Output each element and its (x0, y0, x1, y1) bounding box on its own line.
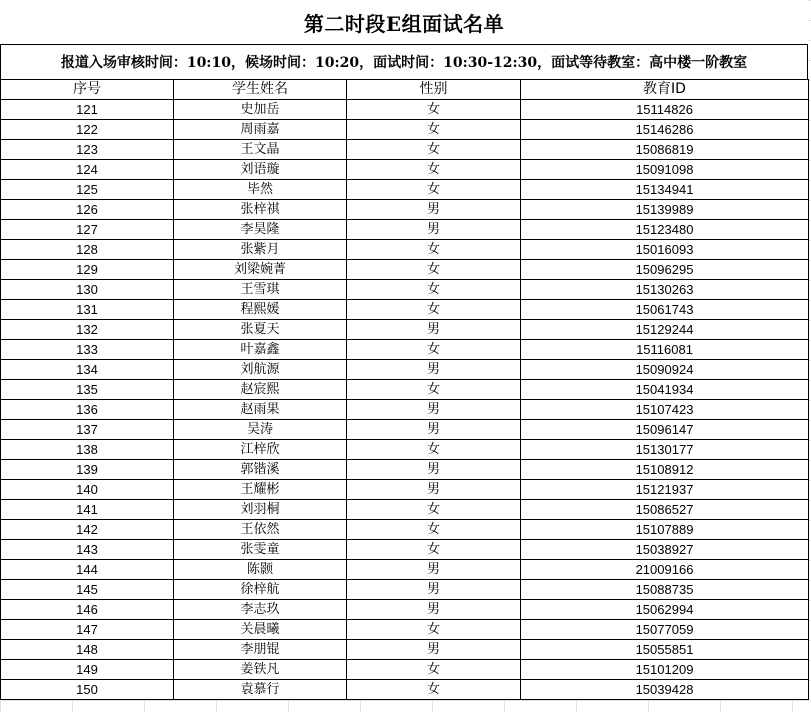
gender-cell: 男 (347, 640, 521, 660)
student-name-cell: 姜铁凡 (174, 660, 347, 680)
student-name-cell: 关晨曦 (174, 620, 347, 640)
education-id-cell: 15116081 (521, 340, 809, 360)
education-id-cell: 15038927 (521, 540, 809, 560)
row-number-cell: 135 (1, 380, 174, 400)
student-name-cell: 王依然 (174, 520, 347, 540)
row-number-cell: 140 (1, 480, 174, 500)
gender-cell: 男 (347, 580, 521, 600)
row-number-cell: 128 (1, 240, 174, 260)
table-row (1, 140, 809, 160)
education-id-cell: 21009166 (521, 560, 809, 580)
table-row (1, 640, 809, 660)
table-row (1, 400, 809, 420)
gender-cell: 女 (347, 280, 521, 300)
row-number-cell: 125 (1, 180, 174, 200)
student-name-cell: 刘梁婉菁 (174, 260, 347, 280)
schedule-info: 报道入场审核时间：10:10，候场时间：10:20，面试时间：10:30-12:30，面试等待教室：高中楼一阶教室 (0, 44, 808, 79)
education-id-cell: 15107423 (521, 400, 809, 420)
row-number-cell: 148 (1, 640, 174, 660)
table-row (1, 440, 809, 460)
education-id-cell: 15101209 (521, 660, 809, 680)
education-id-cell: 15129244 (521, 320, 809, 340)
gender-cell: 女 (347, 620, 521, 640)
education-id-cell: 15107889 (521, 520, 809, 540)
row-number-cell: 137 (1, 420, 174, 440)
gender-cell: 女 (347, 440, 521, 460)
table-row (1, 600, 809, 620)
student-name-cell: 李昊隆 (174, 220, 347, 240)
gender-cell: 女 (347, 520, 521, 540)
gender-cell: 女 (347, 660, 521, 680)
student-name-cell: 张紫月 (174, 240, 347, 260)
table-row (1, 680, 809, 700)
row-number-cell: 134 (1, 360, 174, 380)
student-name-cell: 刘羽桐 (174, 500, 347, 520)
student-name-cell: 张雯童 (174, 540, 347, 560)
row-number-cell: 145 (1, 580, 174, 600)
education-id-cell: 15134941 (521, 180, 809, 200)
row-number-cell: 149 (1, 660, 174, 680)
gender-cell: 女 (347, 120, 521, 140)
education-id-cell: 15096147 (521, 420, 809, 440)
education-id-cell: 15096295 (521, 260, 809, 280)
row-number-cell: 123 (1, 140, 174, 160)
gender-cell: 男 (347, 560, 521, 580)
table-row (1, 540, 809, 560)
row-number-cell: 129 (1, 260, 174, 280)
gender-cell: 女 (347, 500, 521, 520)
row-number-cell: 126 (1, 200, 174, 220)
education-id-cell: 15130177 (521, 440, 809, 460)
row-number-cell: 143 (1, 540, 174, 560)
row-number-cell: 131 (1, 300, 174, 320)
student-name-cell: 李朋锟 (174, 640, 347, 660)
gender-cell: 女 (347, 140, 521, 160)
student-name-cell: 周雨嘉 (174, 120, 347, 140)
gender-cell: 男 (347, 200, 521, 220)
education-id-cell: 15016093 (521, 240, 809, 260)
column-header-education-id: 教育ID (521, 80, 809, 100)
education-id-cell: 15114826 (521, 100, 809, 120)
table-row (1, 360, 809, 380)
student-name-cell: 赵雨果 (174, 400, 347, 420)
row-number-cell: 150 (1, 680, 174, 700)
gender-cell: 女 (347, 100, 521, 120)
table-row (1, 160, 809, 180)
student-name-cell: 王文晶 (174, 140, 347, 160)
table-row (1, 520, 809, 540)
student-name-cell: 史加岳 (174, 100, 347, 120)
column-header-name: 学生姓名 (174, 80, 347, 100)
row-number-cell: 146 (1, 600, 174, 620)
gender-cell: 女 (347, 160, 521, 180)
education-id-cell: 15121937 (521, 480, 809, 500)
table-row (1, 300, 809, 320)
row-number-cell: 121 (1, 100, 174, 120)
student-name-cell: 李志玖 (174, 600, 347, 620)
student-name-cell: 王耀彬 (174, 480, 347, 500)
education-id-cell: 15146286 (521, 120, 809, 140)
student-name-cell: 王雪琪 (174, 280, 347, 300)
student-name-cell: 徐梓航 (174, 580, 347, 600)
student-name-cell: 刘语璇 (174, 160, 347, 180)
gender-cell: 女 (347, 300, 521, 320)
gender-cell: 男 (347, 420, 521, 440)
table-row (1, 120, 809, 140)
education-id-cell: 15062994 (521, 600, 809, 620)
education-id-cell: 15086527 (521, 500, 809, 520)
table-row (1, 280, 809, 300)
gender-cell: 女 (347, 680, 521, 700)
gender-cell: 男 (347, 600, 521, 620)
gender-cell: 男 (347, 360, 521, 380)
education-id-cell: 15077059 (521, 620, 809, 640)
table-row (1, 660, 809, 680)
gender-cell: 男 (347, 220, 521, 240)
row-number-cell: 138 (1, 440, 174, 460)
interview-list-table (0, 79, 809, 700)
education-id-cell: 15061743 (521, 300, 809, 320)
education-id-cell: 15130263 (521, 280, 809, 300)
table-row (1, 380, 809, 400)
table-row (1, 480, 809, 500)
student-name-cell: 袁慕行 (174, 680, 347, 700)
gender-cell: 男 (347, 480, 521, 500)
education-id-cell: 15041934 (521, 380, 809, 400)
gender-cell: 女 (347, 260, 521, 280)
table-row (1, 420, 809, 440)
row-number-cell: 122 (1, 120, 174, 140)
sheet-title: 第二时段E组面试名单 (0, 0, 808, 44)
education-id-cell: 15123480 (521, 220, 809, 240)
gender-cell: 女 (347, 340, 521, 360)
student-name-cell: 张夏天 (174, 320, 347, 340)
table-row (1, 180, 809, 200)
education-id-cell: 15039428 (521, 680, 809, 700)
table-row (1, 260, 809, 280)
table-row (1, 240, 809, 260)
table-row (1, 100, 809, 120)
gender-cell: 女 (347, 240, 521, 260)
row-number-cell: 141 (1, 500, 174, 520)
education-id-cell: 15086819 (521, 140, 809, 160)
table-row (1, 320, 809, 340)
student-name-cell: 陈颢 (174, 560, 347, 580)
row-number-cell: 124 (1, 160, 174, 180)
education-id-cell: 15091098 (521, 160, 809, 180)
student-name-cell: 毕然 (174, 180, 347, 200)
gender-cell: 男 (347, 460, 521, 480)
education-id-cell: 15139989 (521, 200, 809, 220)
education-id-cell: 15108912 (521, 460, 809, 480)
row-number-cell: 132 (1, 320, 174, 340)
table-body (1, 100, 809, 700)
education-id-cell: 15090924 (521, 360, 809, 380)
table-row (1, 500, 809, 520)
student-name-cell: 郭锴溪 (174, 460, 347, 480)
table-row (1, 200, 809, 220)
gender-cell: 女 (347, 180, 521, 200)
table-header-row (1, 80, 809, 100)
row-number-cell: 147 (1, 620, 174, 640)
row-number-cell: 133 (1, 340, 174, 360)
student-name-cell: 刘航源 (174, 360, 347, 380)
education-id-cell: 15055851 (521, 640, 809, 660)
column-header-number: 序号 (1, 80, 174, 100)
student-name-cell: 程熙媛 (174, 300, 347, 320)
table-row (1, 340, 809, 360)
table-row (1, 580, 809, 600)
table-row (1, 460, 809, 480)
student-name-cell: 江梓欣 (174, 440, 347, 460)
education-id-cell: 15088735 (521, 580, 809, 600)
gender-cell: 女 (347, 380, 521, 400)
row-number-cell: 144 (1, 560, 174, 580)
column-header-gender: 性别 (347, 80, 521, 100)
row-number-cell: 142 (1, 520, 174, 540)
row-number-cell: 127 (1, 220, 174, 240)
row-number-cell: 139 (1, 460, 174, 480)
student-name-cell: 赵宸熙 (174, 380, 347, 400)
row-number-cell: 130 (1, 280, 174, 300)
table-row (1, 220, 809, 240)
row-number-cell: 136 (1, 400, 174, 420)
table-row (1, 560, 809, 580)
gender-cell: 男 (347, 400, 521, 420)
gender-cell: 女 (347, 540, 521, 560)
student-name-cell: 叶嘉鑫 (174, 340, 347, 360)
student-name-cell: 吴涛 (174, 420, 347, 440)
student-name-cell: 张梓祺 (174, 200, 347, 220)
gender-cell: 男 (347, 320, 521, 340)
table-row (1, 620, 809, 640)
